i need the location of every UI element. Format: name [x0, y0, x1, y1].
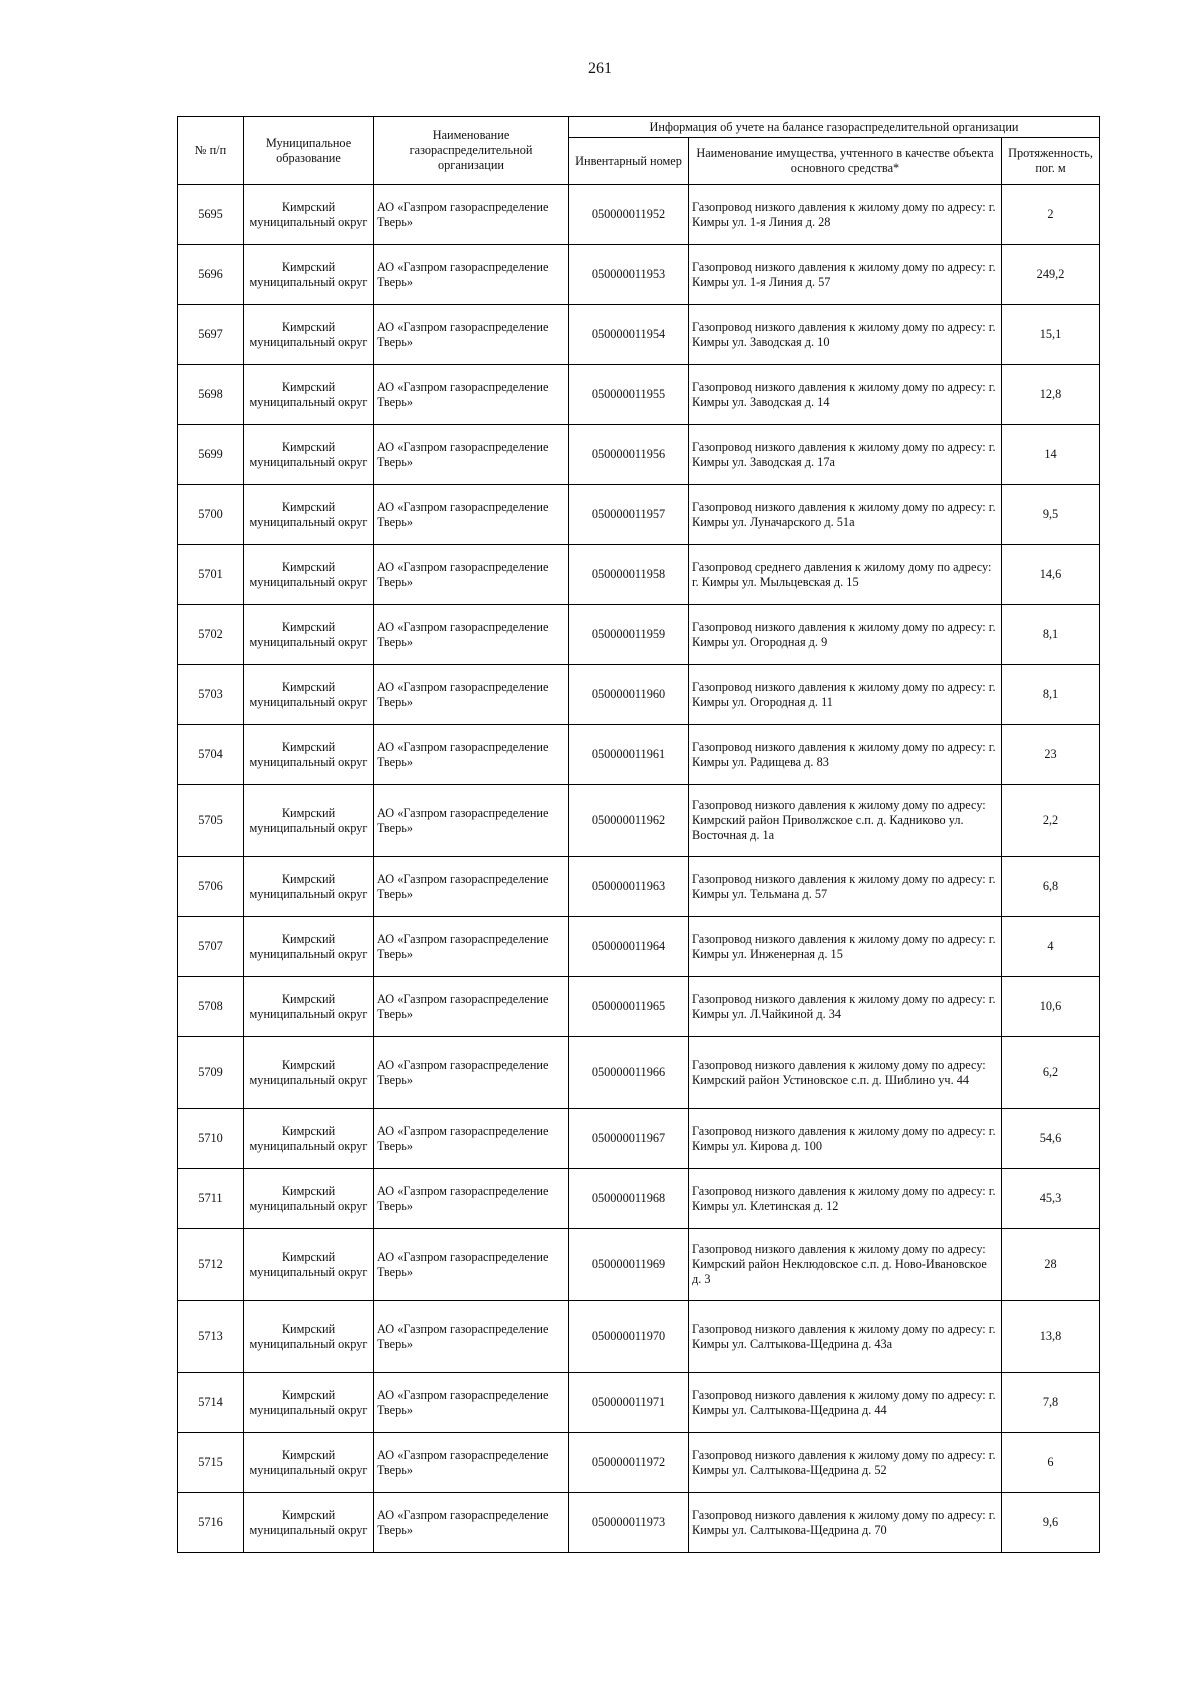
- inventory-number-cell: 050000011966: [569, 1037, 689, 1109]
- organization-cell: АО «Газпром газораспределение Тверь»: [374, 545, 569, 605]
- table-row: [178, 977, 1100, 1037]
- table-header: [178, 117, 1100, 185]
- property-description-cell: Газопровод низкого давления к жилому дому по адресу: г. Кимры ул. Луначарского д. 51а: [689, 485, 1002, 545]
- inventory-number-cell: 050000011968: [569, 1169, 689, 1229]
- row-number: 5707: [178, 917, 244, 977]
- organization-cell: АО «Газпром газораспределение Тверь»: [374, 365, 569, 425]
- row-number: 5702: [178, 605, 244, 665]
- property-description-cell: Газопровод низкого давления к жилому дому по адресу: г. Кимры ул. Клетинская д. 12: [689, 1169, 1002, 1229]
- table-row: [178, 185, 1100, 245]
- municipality-cell: Кимрский муниципальный округ: [244, 245, 374, 305]
- row-number: 5716: [178, 1493, 244, 1553]
- inventory-number-cell: 050000011960: [569, 665, 689, 725]
- table-row: [178, 1373, 1100, 1433]
- organization-cell: АО «Газпром газораспределение Тверь»: [374, 665, 569, 725]
- header-municipality: Муниципальное образование: [244, 117, 374, 185]
- row-number: 5712: [178, 1229, 244, 1301]
- length-cell: 6,2: [1002, 1037, 1100, 1109]
- property-description-cell: Газопровод низкого давления к жилому дому по адресу: г. Кимры ул. Салтыкова-Щедрина д. 70: [689, 1493, 1002, 1553]
- length-cell: 249,2: [1002, 245, 1100, 305]
- organization-cell: АО «Газпром газораспределение Тверь»: [374, 977, 569, 1037]
- property-description-cell: Газопровод низкого давления к жилому дому по адресу: Кимрский район Устиновское с.п. д. Шиблино уч. 44: [689, 1037, 1002, 1109]
- table-row: [178, 305, 1100, 365]
- length-cell: 9,6: [1002, 1493, 1100, 1553]
- inventory-number-cell: 050000011963: [569, 857, 689, 917]
- municipality-cell: Кимрский муниципальный округ: [244, 1169, 374, 1229]
- row-number: 5696: [178, 245, 244, 305]
- row-number: 5705: [178, 785, 244, 857]
- table-row: [178, 857, 1100, 917]
- property-description-cell: Газопровод низкого давления к жилому дому по адресу: Кимрский район Неклюдовское с.п. д. Ново-Ивановское д. 3: [689, 1229, 1002, 1301]
- length-cell: 45,3: [1002, 1169, 1100, 1229]
- property-description-cell: Газопровод низкого давления к жилому дому по адресу: г. Кимры ул. Салтыкова-Щедрина д. 43а: [689, 1301, 1002, 1373]
- inventory-number-cell: 050000011961: [569, 725, 689, 785]
- length-cell: 14: [1002, 425, 1100, 485]
- inventory-number-cell: 050000011969: [569, 1229, 689, 1301]
- row-number: 5701: [178, 545, 244, 605]
- organization-cell: АО «Газпром газораспределение Тверь»: [374, 1301, 569, 1373]
- table-row: [178, 665, 1100, 725]
- length-cell: 12,8: [1002, 365, 1100, 425]
- length-cell: 2,2: [1002, 785, 1100, 857]
- row-number: 5715: [178, 1433, 244, 1493]
- municipality-cell: Кимрский муниципальный округ: [244, 605, 374, 665]
- organization-cell: АО «Газпром газораспределение Тверь»: [374, 245, 569, 305]
- header-length: Протяженность, пог. м: [1002, 138, 1100, 185]
- municipality-cell: Кимрский муниципальный округ: [244, 857, 374, 917]
- row-number: 5703: [178, 665, 244, 725]
- length-cell: 9,5: [1002, 485, 1100, 545]
- organization-cell: АО «Газпром газораспределение Тверь»: [374, 425, 569, 485]
- inventory-number-cell: 050000011953: [569, 245, 689, 305]
- organization-cell: АО «Газпром газораспределение Тверь»: [374, 785, 569, 857]
- header-property: Наименование имущества, учтенного в качестве объекта основного средства*: [689, 138, 1002, 185]
- length-cell: 4: [1002, 917, 1100, 977]
- page-number: 261: [588, 60, 612, 77]
- table-body: [178, 185, 1100, 1553]
- municipality-cell: Кимрский муниципальный округ: [244, 1433, 374, 1493]
- property-description-cell: Газопровод низкого давления к жилому дому по адресу: Кимрский район Приволжское с.п. д. Кадниково ул. Восточная д. 1а: [689, 785, 1002, 857]
- length-cell: 6,8: [1002, 857, 1100, 917]
- organization-cell: АО «Газпром газораспределение Тверь»: [374, 725, 569, 785]
- property-description-cell: Газопровод низкого давления к жилому дому по адресу: г. Кимры ул. Салтыкова-Щедрина д. 44: [689, 1373, 1002, 1433]
- property-description-cell: Газопровод низкого давления к жилому дому по адресу: г. Кимры ул. 1-я Линия д. 57: [689, 245, 1002, 305]
- gas-pipeline-registry-table: [177, 116, 1100, 1553]
- organization-cell: АО «Газпром газораспределение Тверь»: [374, 1229, 569, 1301]
- inventory-number-cell: 050000011971: [569, 1373, 689, 1433]
- table-row: [178, 1301, 1100, 1373]
- row-number: 5699: [178, 425, 244, 485]
- row-number: 5695: [178, 185, 244, 245]
- municipality-cell: Кимрский муниципальный округ: [244, 977, 374, 1037]
- header-balance-group: Информация об учете на балансе газораспределительной организации: [569, 117, 1100, 138]
- property-description-cell: Газопровод низкого давления к жилому дому по адресу: г. Кимры ул. Заводская д. 14: [689, 365, 1002, 425]
- organization-cell: АО «Газпром газораспределение Тверь»: [374, 857, 569, 917]
- table-row: [178, 785, 1100, 857]
- municipality-cell: Кимрский муниципальный округ: [244, 785, 374, 857]
- inventory-number-cell: 050000011965: [569, 977, 689, 1037]
- organization-cell: АО «Газпром газораспределение Тверь»: [374, 485, 569, 545]
- property-description-cell: Газопровод среднего давления к жилому дому по адресу: г. Кимры ул. Мыльцевская д. 15: [689, 545, 1002, 605]
- length-cell: 2: [1002, 185, 1100, 245]
- table-row: [178, 245, 1100, 305]
- table-row: [178, 485, 1100, 545]
- row-number: 5713: [178, 1301, 244, 1373]
- organization-cell: АО «Газпром газораспределение Тверь»: [374, 1169, 569, 1229]
- row-number: 5704: [178, 725, 244, 785]
- municipality-cell: Кимрский муниципальный округ: [244, 1301, 374, 1373]
- organization-cell: АО «Газпром газораспределение Тверь»: [374, 305, 569, 365]
- length-cell: 6: [1002, 1433, 1100, 1493]
- property-description-cell: Газопровод низкого давления к жилому дому по адресу: г. Кимры ул. Заводская д. 17а: [689, 425, 1002, 485]
- table-row: [178, 917, 1100, 977]
- inventory-number-cell: 050000011958: [569, 545, 689, 605]
- municipality-cell: Кимрский муниципальный округ: [244, 665, 374, 725]
- row-number: 5708: [178, 977, 244, 1037]
- table-row: [178, 1229, 1100, 1301]
- inventory-number-cell: 050000011970: [569, 1301, 689, 1373]
- property-description-cell: Газопровод низкого давления к жилому дому по адресу: г. Кимры ул. 1-я Линия д. 28: [689, 185, 1002, 245]
- header-num: № п/п: [178, 117, 244, 185]
- inventory-number-cell: 050000011955: [569, 365, 689, 425]
- municipality-cell: Кимрский муниципальный округ: [244, 425, 374, 485]
- municipality-cell: Кимрский муниципальный округ: [244, 185, 374, 245]
- inventory-number-cell: 050000011964: [569, 917, 689, 977]
- inventory-number-cell: 050000011954: [569, 305, 689, 365]
- inventory-number-cell: 050000011967: [569, 1109, 689, 1169]
- table-row: [178, 725, 1100, 785]
- length-cell: 23: [1002, 725, 1100, 785]
- inventory-number-cell: 050000011972: [569, 1433, 689, 1493]
- table-row: [178, 365, 1100, 425]
- table-row: [178, 605, 1100, 665]
- length-cell: 15,1: [1002, 305, 1100, 365]
- property-description-cell: Газопровод низкого давления к жилому дому по адресу: г. Кимры ул. Заводская д. 10: [689, 305, 1002, 365]
- row-number: 5698: [178, 365, 244, 425]
- property-description-cell: Газопровод низкого давления к жилому дому по адресу: г. Кимры ул. Кирова д. 100: [689, 1109, 1002, 1169]
- table-row: [178, 1433, 1100, 1493]
- length-cell: 7,8: [1002, 1373, 1100, 1433]
- inventory-number-cell: 050000011957: [569, 485, 689, 545]
- property-description-cell: Газопровод низкого давления к жилому дому по адресу: г. Кимры ул. Л.Чайкиной д. 34: [689, 977, 1002, 1037]
- row-number: 5709: [178, 1037, 244, 1109]
- length-cell: 10,6: [1002, 977, 1100, 1037]
- organization-cell: АО «Газпром газораспределение Тверь»: [374, 1109, 569, 1169]
- table-row: [178, 545, 1100, 605]
- length-cell: 8,1: [1002, 665, 1100, 725]
- organization-cell: АО «Газпром газораспределение Тверь»: [374, 185, 569, 245]
- length-cell: 13,8: [1002, 1301, 1100, 1373]
- municipality-cell: Кимрский муниципальный округ: [244, 305, 374, 365]
- property-description-cell: Газопровод низкого давления к жилому дому по адресу: г. Кимры ул. Радищева д. 83: [689, 725, 1002, 785]
- property-description-cell: Газопровод низкого давления к жилому дому по адресу: г. Кимры ул. Огородная д. 11: [689, 665, 1002, 725]
- inventory-number-cell: 050000011956: [569, 425, 689, 485]
- organization-cell: АО «Газпром газораспределение Тверь»: [374, 1493, 569, 1553]
- organization-cell: АО «Газпром газораспределение Тверь»: [374, 605, 569, 665]
- organization-cell: АО «Газпром газораспределение Тверь»: [374, 1433, 569, 1493]
- table-row: [178, 1493, 1100, 1553]
- row-number: 5714: [178, 1373, 244, 1433]
- table-row: [178, 1169, 1100, 1229]
- organization-cell: АО «Газпром газораспределение Тверь»: [374, 1373, 569, 1433]
- property-description-cell: Газопровод низкого давления к жилому дому по адресу: г. Кимры ул. Тельмана д. 57: [689, 857, 1002, 917]
- municipality-cell: Кимрский муниципальный округ: [244, 485, 374, 545]
- row-number: 5711: [178, 1169, 244, 1229]
- property-description-cell: Газопровод низкого давления к жилому дому по адресу: г. Кимры ул. Салтыкова-Щедрина д. 52: [689, 1433, 1002, 1493]
- organization-cell: АО «Газпром газораспределение Тверь»: [374, 917, 569, 977]
- header-inventory: Инвентарный номер: [569, 138, 689, 185]
- municipality-cell: Кимрский муниципальный округ: [244, 1037, 374, 1109]
- row-number: 5700: [178, 485, 244, 545]
- municipality-cell: Кимрский муниципальный округ: [244, 1109, 374, 1169]
- row-number: 5706: [178, 857, 244, 917]
- row-number: 5710: [178, 1109, 244, 1169]
- table-row: [178, 425, 1100, 485]
- length-cell: 54,6: [1002, 1109, 1100, 1169]
- inventory-number-cell: 050000011962: [569, 785, 689, 857]
- municipality-cell: Кимрский муниципальный округ: [244, 1229, 374, 1301]
- municipality-cell: Кимрский муниципальный округ: [244, 365, 374, 425]
- municipality-cell: Кимрский муниципальный округ: [244, 917, 374, 977]
- inventory-number-cell: 050000011952: [569, 185, 689, 245]
- table-row: [178, 1109, 1100, 1169]
- organization-cell: АО «Газпром газораспределение Тверь»: [374, 1037, 569, 1109]
- municipality-cell: Кимрский муниципальный округ: [244, 1373, 374, 1433]
- property-description-cell: Газопровод низкого давления к жилому дому по адресу: г. Кимры ул. Огородная д. 9: [689, 605, 1002, 665]
- row-number: 5697: [178, 305, 244, 365]
- municipality-cell: Кимрский муниципальный округ: [244, 1493, 374, 1553]
- municipality-cell: Кимрский муниципальный округ: [244, 545, 374, 605]
- municipality-cell: Кимрский муниципальный округ: [244, 725, 374, 785]
- header-org: Наименование газораспределительной организации: [374, 117, 569, 185]
- length-cell: 14,6: [1002, 545, 1100, 605]
- inventory-number-cell: 050000011973: [569, 1493, 689, 1553]
- table-row: [178, 1037, 1100, 1109]
- inventory-number-cell: 050000011959: [569, 605, 689, 665]
- property-description-cell: Газопровод низкого давления к жилому дому по адресу: г. Кимры ул. Инженерная д. 15: [689, 917, 1002, 977]
- length-cell: 8,1: [1002, 605, 1100, 665]
- length-cell: 28: [1002, 1229, 1100, 1301]
